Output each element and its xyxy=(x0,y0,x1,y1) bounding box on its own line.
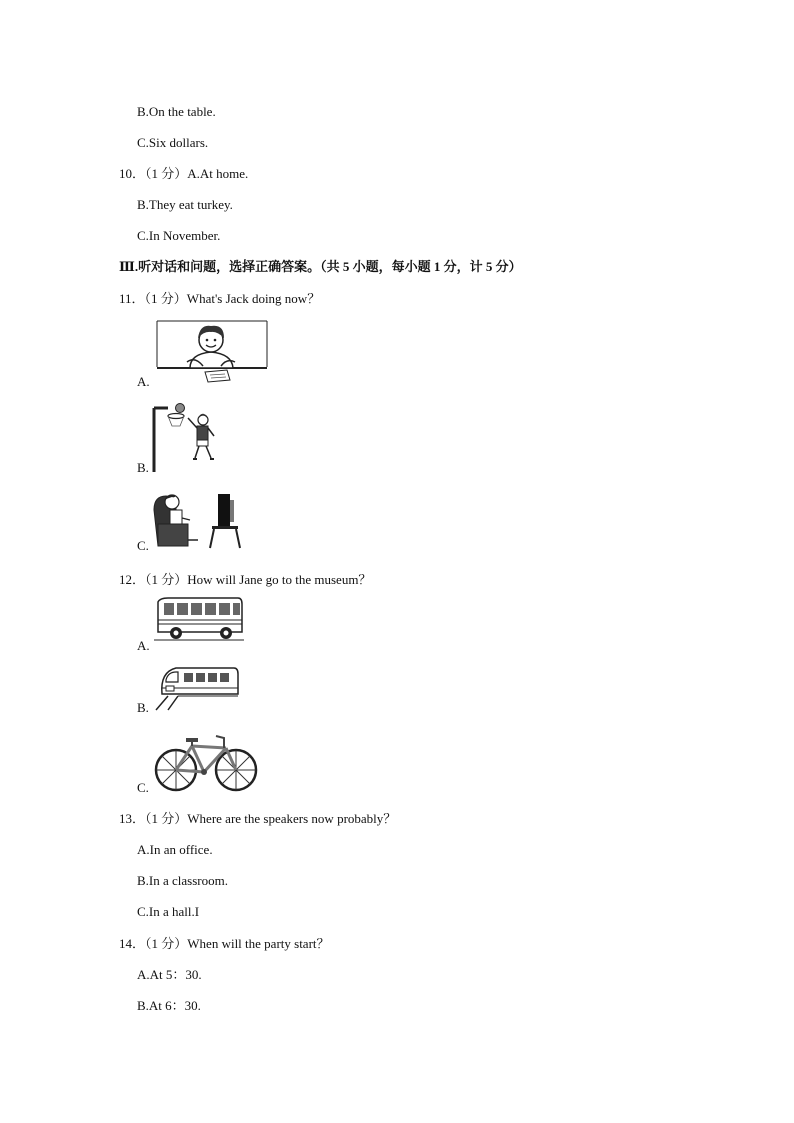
q11-option-c-label: C. xyxy=(137,538,149,553)
q11-score: （1 分） xyxy=(144,291,187,306)
q11-option-a-label: A. xyxy=(137,374,150,389)
q13-question: Where are the speakers now probably？ xyxy=(187,811,397,826)
boy-writing-picture xyxy=(155,318,270,388)
q14-stem xyxy=(119,936,330,952)
q12-stem xyxy=(119,572,371,588)
q13-number: 13． xyxy=(119,811,146,826)
q13-option-c: C.In a hall.I xyxy=(137,904,200,919)
q11-number: 11． xyxy=(119,291,145,306)
train-picture xyxy=(154,660,240,712)
q14-number: 14． xyxy=(119,936,146,951)
q12-option-a-label: A. xyxy=(137,638,150,653)
bicycle-picture xyxy=(152,730,260,794)
q13-stem xyxy=(119,811,396,827)
q13-option-a: A.In an office. xyxy=(137,842,213,857)
q10-score: （1 分） xyxy=(145,166,188,181)
q14-score: （1 分） xyxy=(145,936,188,951)
q12-option-b-label: B. xyxy=(137,700,149,715)
q11-question: What's Jack doing now？ xyxy=(186,291,321,306)
q10-option-c: C.In November. xyxy=(137,228,221,243)
q14-option-b: B.At 6：30. xyxy=(137,998,201,1013)
q10-option-a: A.At home. xyxy=(187,166,249,181)
q13-score: （1 分） xyxy=(145,811,188,826)
basketball-player-picture xyxy=(150,402,220,474)
q9-option-b: B.On the table. xyxy=(137,104,216,119)
q11-stem xyxy=(119,291,320,307)
q11-option-b-label: B. xyxy=(137,460,149,475)
q10-option-b: B.They eat turkey. xyxy=(137,197,233,212)
bus-picture xyxy=(154,596,244,642)
watching-tv-picture xyxy=(150,488,242,552)
q12-score: （1 分） xyxy=(145,572,188,587)
q12-number: 12． xyxy=(119,572,146,587)
q12-question: How will Jane go to the museum？ xyxy=(187,572,372,587)
q10-stem xyxy=(119,166,248,182)
section-heading: Ⅲ.听对话和问题，选择正确答案。（共 5 小题，每小题 1 分，计 5 分） xyxy=(119,259,522,274)
q14-question: When will the party start？ xyxy=(187,936,330,951)
q14-option-a: A.At 5：30. xyxy=(137,967,202,982)
q9-option-c: C.Six dollars. xyxy=(137,135,209,150)
q13-option-b: B.In a classroom. xyxy=(137,873,228,888)
q12-option-c-label: C. xyxy=(137,780,149,795)
q10-number: 10． xyxy=(119,166,146,181)
